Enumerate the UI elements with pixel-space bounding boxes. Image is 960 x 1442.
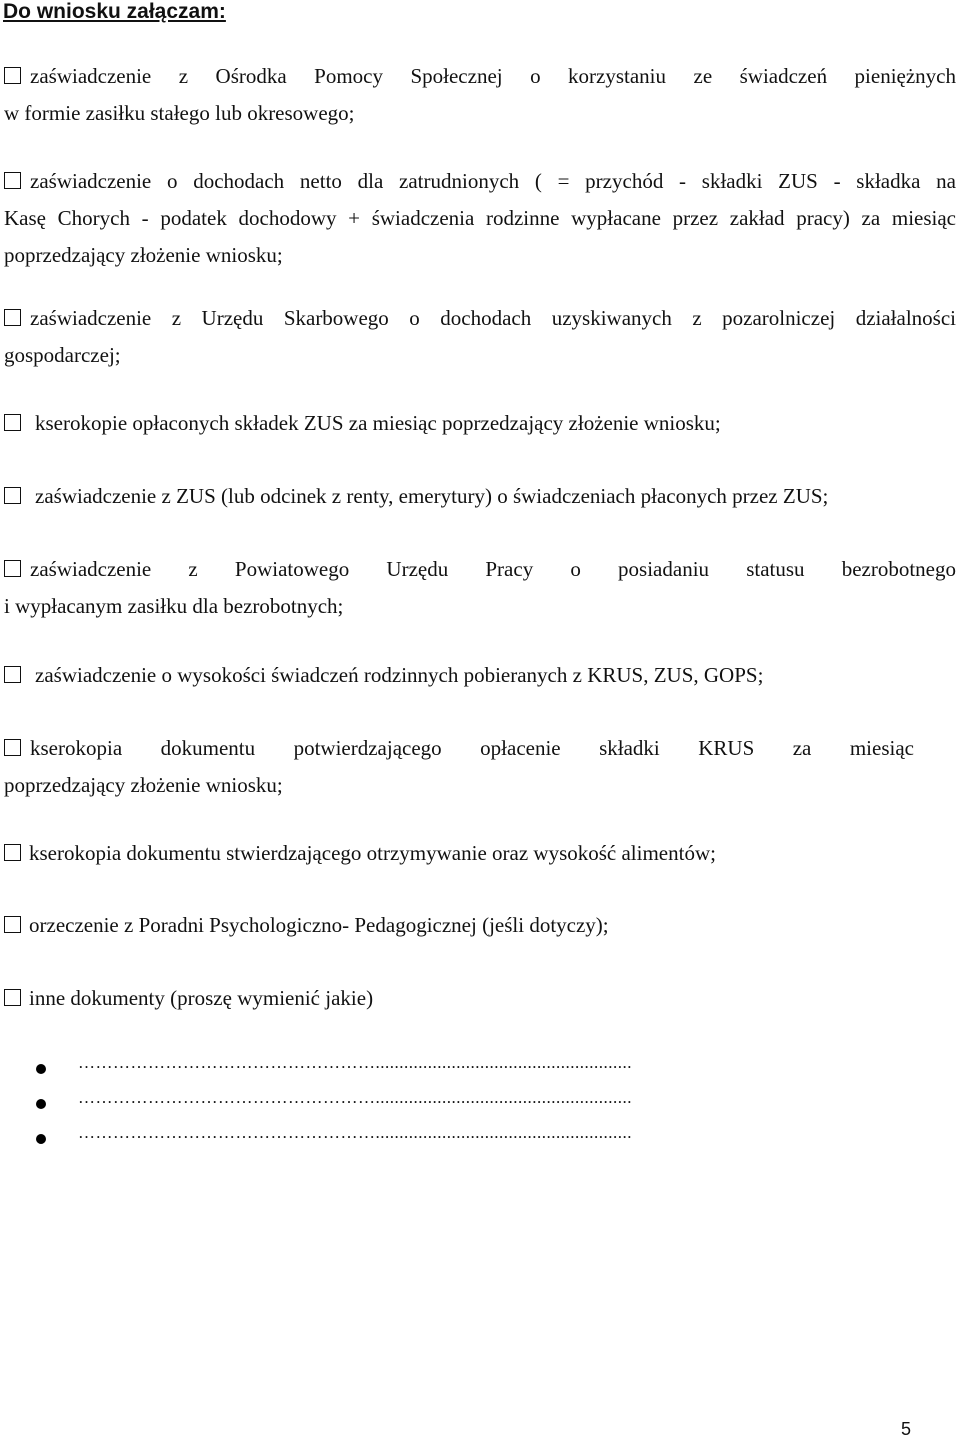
item-text-line1: zaświadczenie z ZUS (lub odcinek z renty, emerytury) o świadczeniach płaconych przez ZUS;	[35, 484, 829, 508]
item-text-line1: zaświadczenie z Urzędu Skarbowego o dochodach uzyskiwanych z pozarolniczej działalności	[30, 306, 956, 330]
checklist-item	[4, 907, 956, 944]
item-text-line1: zaświadczenie o dochodach netto dla zatrudnionych ( = przychód - składki ZUS - składka na	[30, 169, 956, 193]
item-text-rest: gospodarczej;	[4, 343, 121, 367]
checkbox-icon[interactable]	[4, 487, 21, 504]
bullet-icon	[36, 1064, 46, 1074]
checklist-item	[4, 730, 914, 804]
item-text-line1: zaświadczenie z Powiatowego Urzędu Pracy o posiadaniu statusu bezrobotnego	[30, 557, 956, 581]
item-text-line1: orzeczenie z Poradni Psychologiczno- Pedagogicznej (jeśli dotyczy);	[29, 913, 609, 937]
item-text-line1: kserokopia dokumentu stwierdzającego otrzymywanie oraz wysokość alimentów;	[29, 841, 716, 865]
item-text-line1: kserokopia dokumentu potwierdzającego opłacenie składki KRUS za miesiąc	[30, 736, 914, 760]
checklist-item	[4, 980, 956, 1017]
checklist-item	[4, 58, 956, 132]
checklist-item	[4, 163, 956, 274]
checkbox-icon[interactable]	[4, 916, 21, 933]
item-text-rest: Kasę Chorych - podatek dochodowy + świadczenia rodzinne wypłacane przez zakład pracy) za miesiąc poprzedzający złożenie wniosku;	[4, 206, 956, 267]
checkbox-icon[interactable]	[4, 67, 21, 84]
checkbox-icon[interactable]	[4, 739, 21, 756]
item-text-rest: i wypłacanym zasiłku dla bezrobotnych;	[4, 594, 344, 618]
checkbox-icon[interactable]	[4, 414, 21, 431]
page-number: 5	[901, 1419, 912, 1439]
section-heading: Do wniosku załączam:	[3, 0, 226, 23]
checkbox-icon[interactable]	[4, 560, 21, 577]
checklist-item	[4, 835, 956, 872]
item-text-line1: zaświadczenie z Ośrodka Pomocy Społecznej o korzystaniu ze świadczeń pieniężnych	[30, 64, 956, 88]
list-item	[36, 1122, 936, 1156]
checkbox-icon[interactable]	[4, 844, 21, 861]
checkbox-icon[interactable]	[4, 989, 21, 1006]
checklist-item	[4, 300, 956, 374]
checkbox-icon[interactable]	[4, 666, 21, 683]
checkbox-icon[interactable]	[4, 172, 21, 189]
bullet-icon	[36, 1134, 46, 1144]
checklist-item	[4, 551, 956, 625]
checklist-item	[4, 405, 956, 442]
blank-fill-line[interactable]: ……………………………………………......................................................	[78, 1053, 632, 1072]
item-text-line1: zaświadczenie o wysokości świadczeń rodzinnych pobieranych z KRUS, ZUS, GOPS;	[35, 663, 764, 687]
item-text-line1: inne dokumenty (proszę wymienić jakie)	[29, 986, 374, 1010]
item-text-rest: w formie zasiłku stałego lub okresowego;	[4, 101, 355, 125]
item-text-rest: poprzedzający złożenie wniosku;	[4, 773, 283, 797]
checklist-item	[4, 478, 956, 515]
item-text-line1: kserokopie opłaconych składek ZUS za miesiąc poprzedzający złożenie wniosku;	[35, 411, 721, 435]
checklist-item	[4, 657, 956, 694]
checkbox-icon[interactable]	[4, 309, 21, 326]
blank-fill-line[interactable]: ……………………………………………......................................................	[78, 1123, 632, 1142]
blank-fill-line[interactable]: ……………………………………………......................................................	[78, 1088, 632, 1107]
bullet-icon	[36, 1099, 46, 1109]
